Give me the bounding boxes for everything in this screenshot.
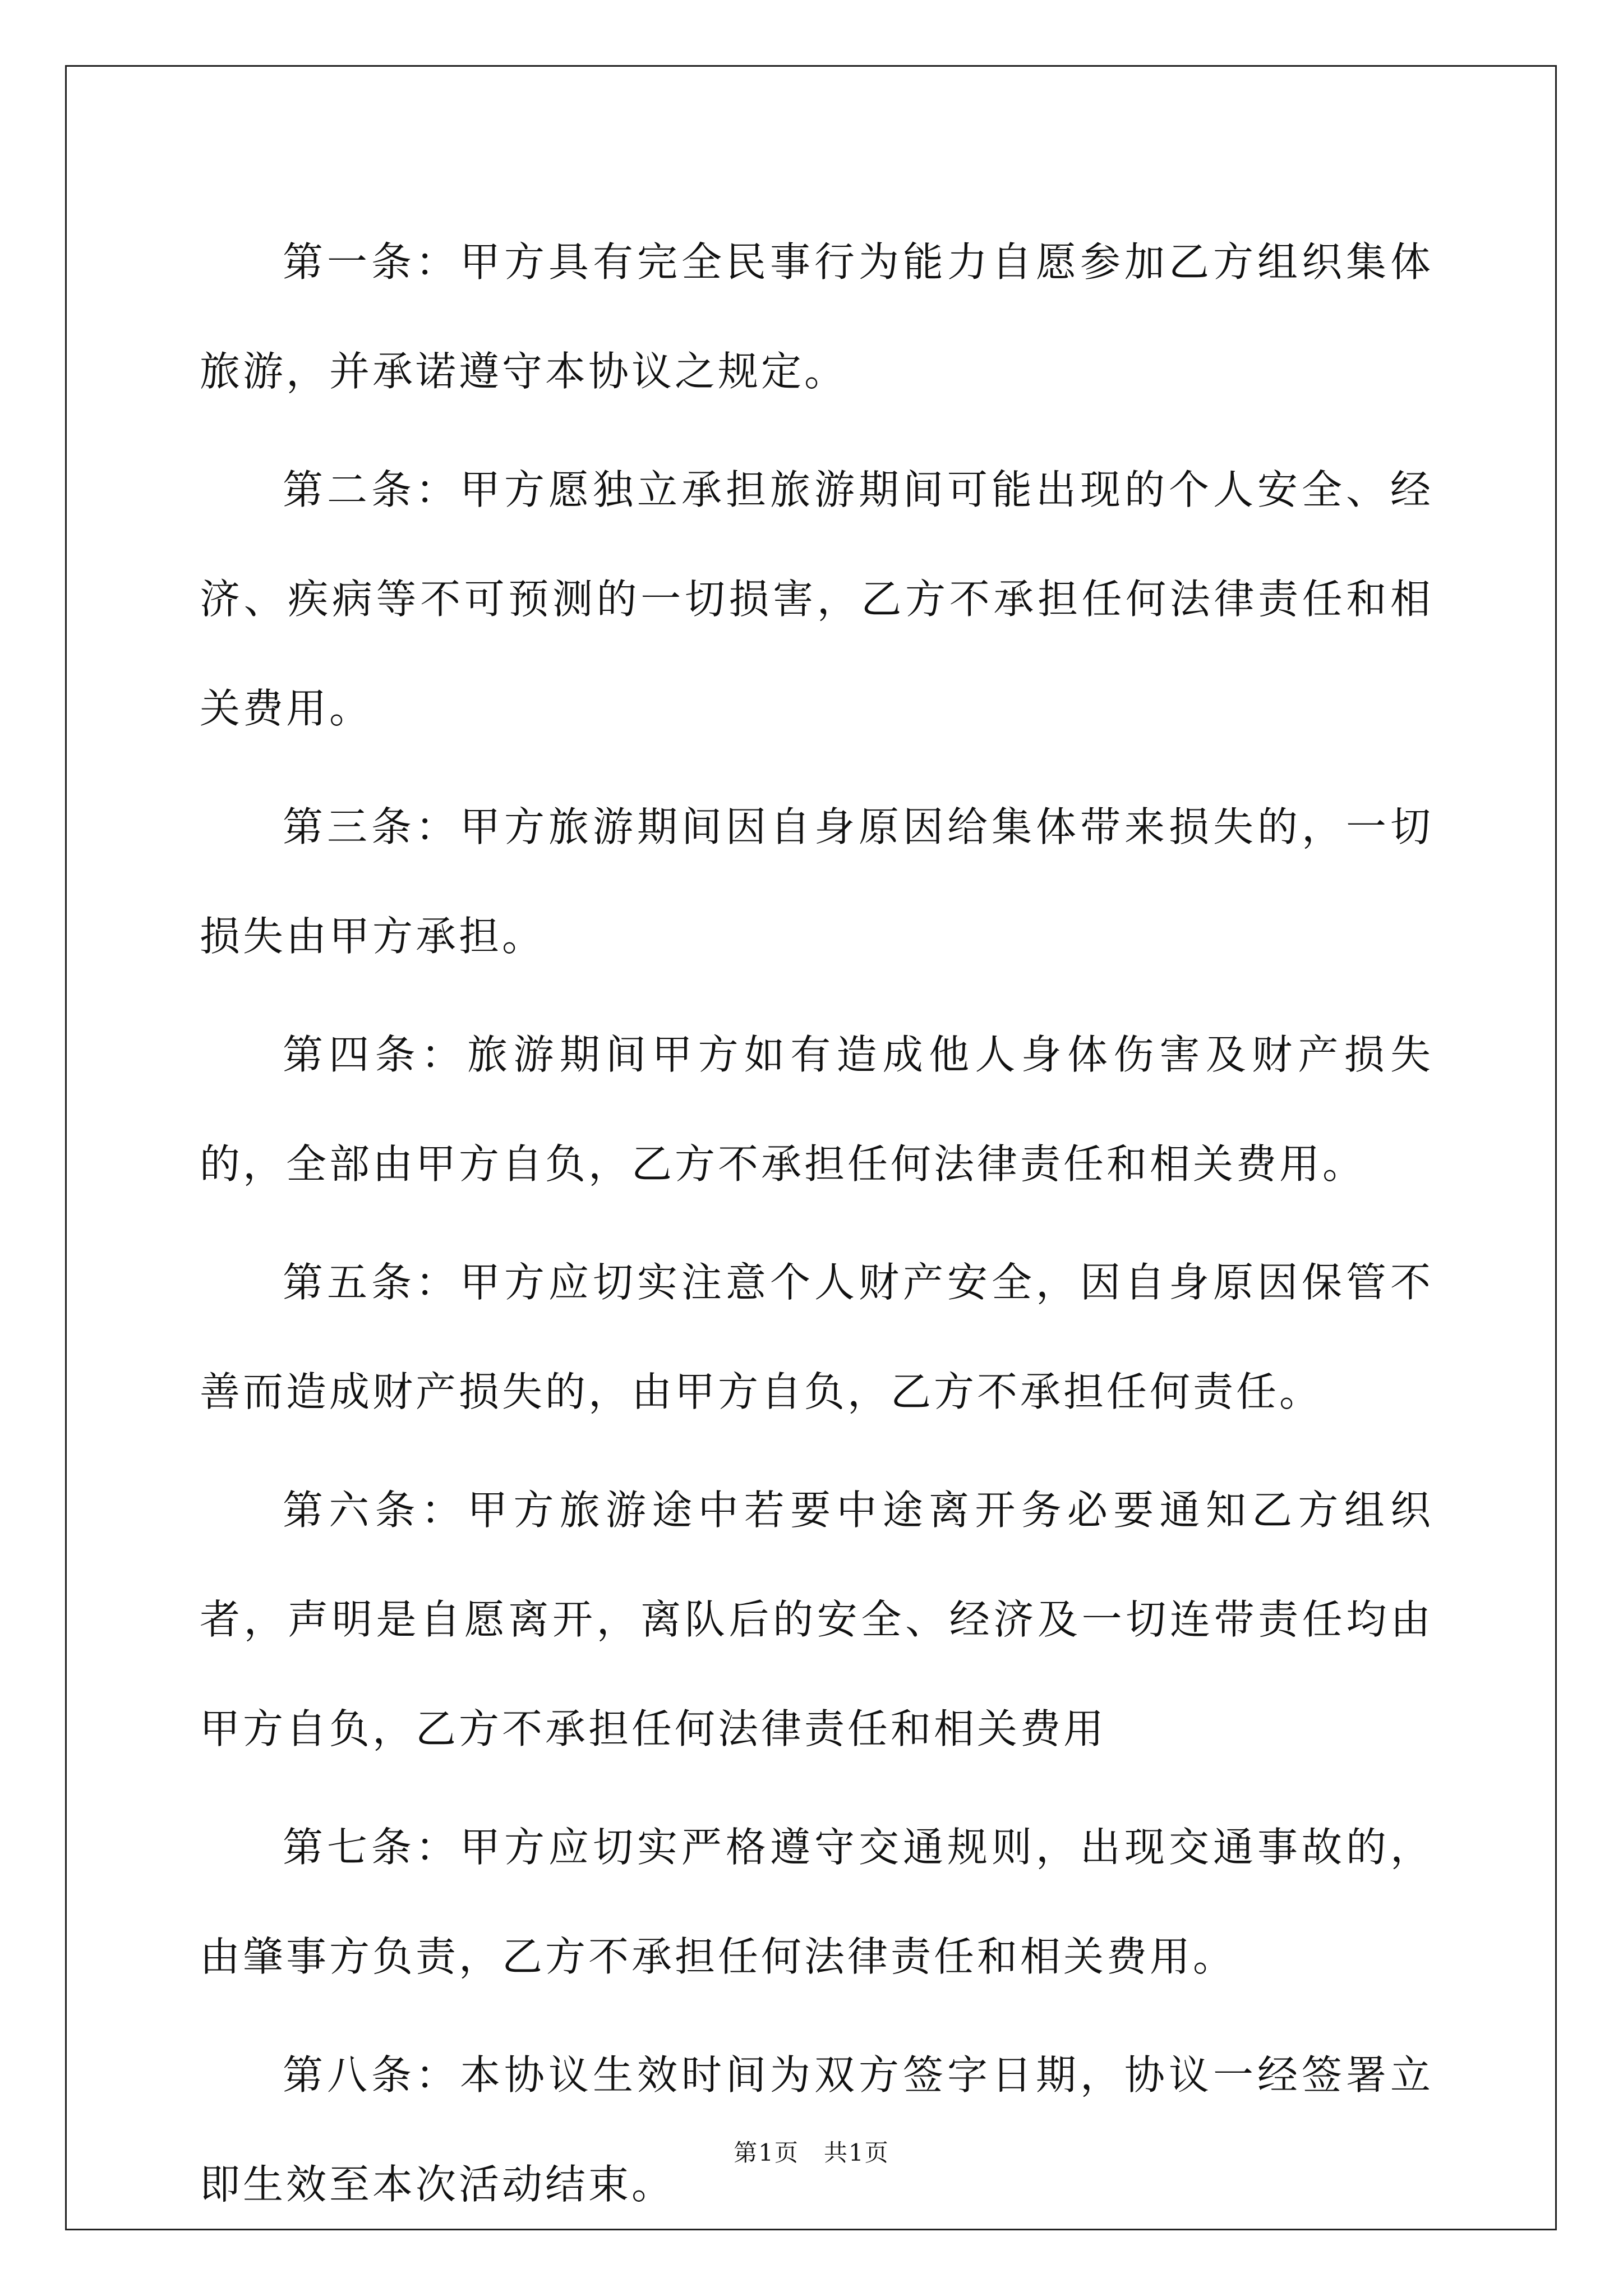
clause-8: 第八条：本协议生效时间为双方签字日期，协议一经签署立即生效至本次活动结束。 <box>200 2051 1433 2208</box>
clause-6: 第六条：甲方旅游途中若要中途离开务必要通知乙方组织者，声明是自愿离开，离队后的安全、经济及一切连带责任均由甲方自负，乙方不承担任何法律责任和相关费用 <box>200 1487 1433 1752</box>
clause-1: 第一条：甲方具有完全民事行为能力自愿参加乙方组织集体旅游，并承诺遵守本协议之规定。 <box>200 238 1433 395</box>
clause-3: 第三条：甲方旅游期间因自身原因给集体带来损失的，一切损失由甲方承担。 <box>200 803 1433 960</box>
clause-7: 第七条：甲方应切实严格遵守交通规则，出现交通事故的，由肇事方负责，乙方不承担任何法律责任和相关费用。 <box>200 1824 1433 1980</box>
document-body <box>200 208 1433 2248</box>
clause-5: 第五条：甲方应切实注意个人财产安全，因自身原因保管不善而造成财产损失的，由甲方自负，乙方不承担任何责任。 <box>200 1259 1433 1415</box>
page-footer: 第1页 共1页 <box>734 2139 889 2166</box>
clause-2: 第二条：甲方愿独立承担旅游期间可能出现的个人安全、经济、疾病等不可预测的一切损害，乙方不承担任何法律责任和相关费用。 <box>200 466 1433 732</box>
clause-4: 第四条：旅游期间甲方如有造成他人身体伤害及财产损失的，全部由甲方自负，乙方不承担任何法律责任和相关费用。 <box>200 1031 1433 1188</box>
